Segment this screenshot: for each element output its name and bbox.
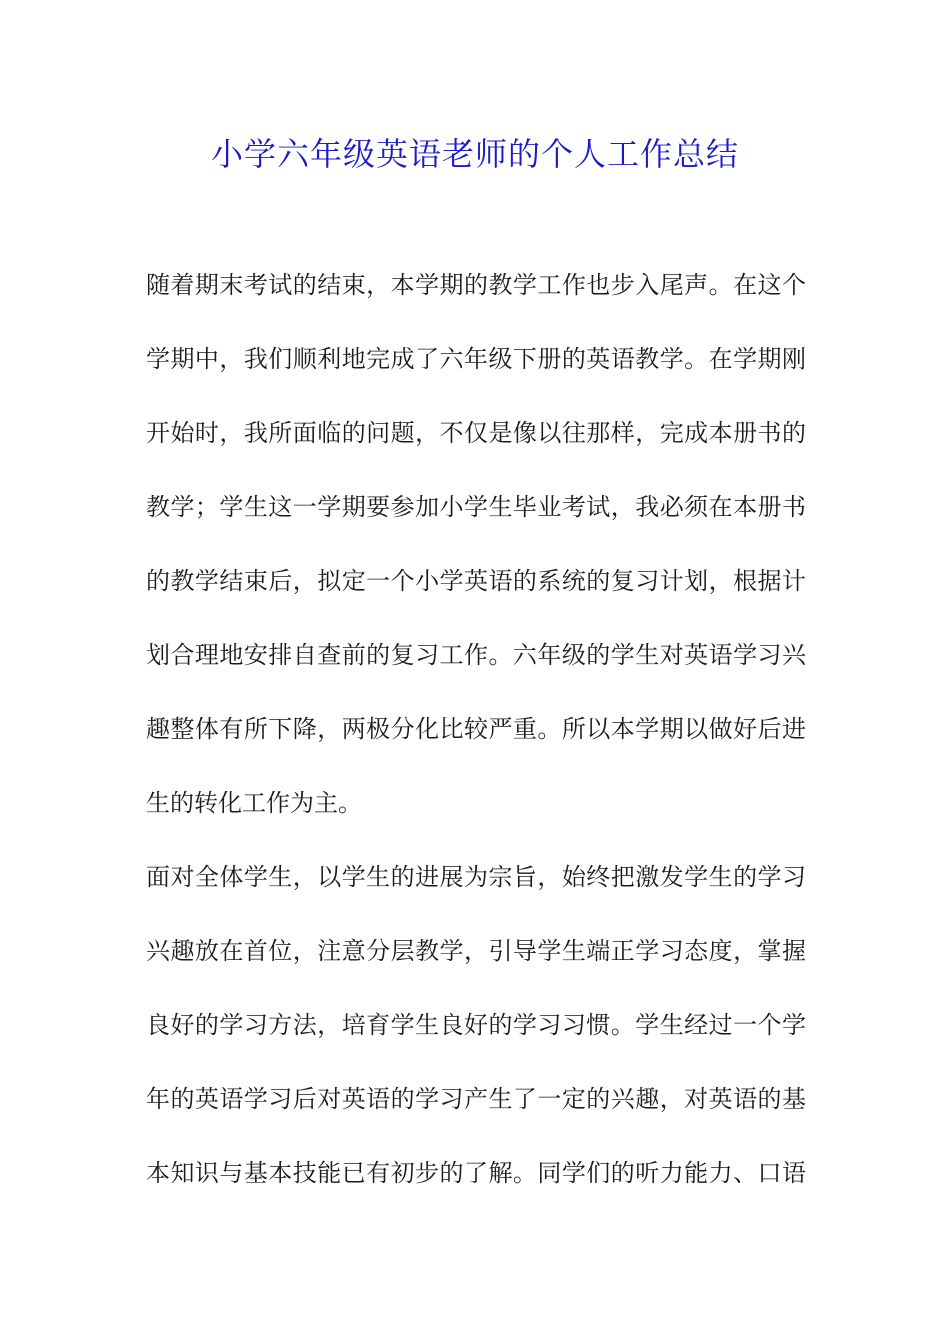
document-body [146, 262, 806, 1224]
body-line: 生的转化工作为主。 [146, 789, 362, 817]
body-line: 随着期末考试的结束，本学期的教学工作也步入尾声。在这个 [146, 271, 806, 299]
body-line: 良好的学习方法，培育学生良好的学习习惯。学生经过一个学 [146, 1011, 806, 1039]
body-line: 教学；学生这一学期要参加小学生毕业考试，我必须在本册书 [146, 493, 806, 521]
document-title: 小学六年级英语老师的个人工作总结 [210, 135, 739, 173]
body-line: 的教学结束后，拟定一个小学英语的系统的复习计划，根据计 [146, 567, 806, 595]
body-line: 学期中，我们顺利地完成了六年级下册的英语教学。在学期刚 [146, 345, 806, 373]
body-line: 年的英语学习后对英语的学习产生了一定的兴趣，对英语的基 [146, 1085, 806, 1113]
body-line: 开始时，我所面临的问题，不仅是像以往那样，完成本册书的 [146, 419, 806, 447]
body-line: 本知识与基本技能已有初步的了解。同学们的听力能力、口语 [146, 1159, 806, 1187]
body-line: 兴趣放在首位，注意分层教学，引导学生端正学习态度，掌握 [146, 937, 806, 965]
body-line: 趣整体有所下降，两极分化比较严重。所以本学期以做好后进 [146, 715, 806, 743]
body-line: 面对全体学生，以学生的进展为宗旨，始终把激发学生的学习 [146, 863, 806, 891]
body-line: 划合理地安排自查前的复习工作。六年级的学生对英语学习兴 [146, 641, 806, 669]
